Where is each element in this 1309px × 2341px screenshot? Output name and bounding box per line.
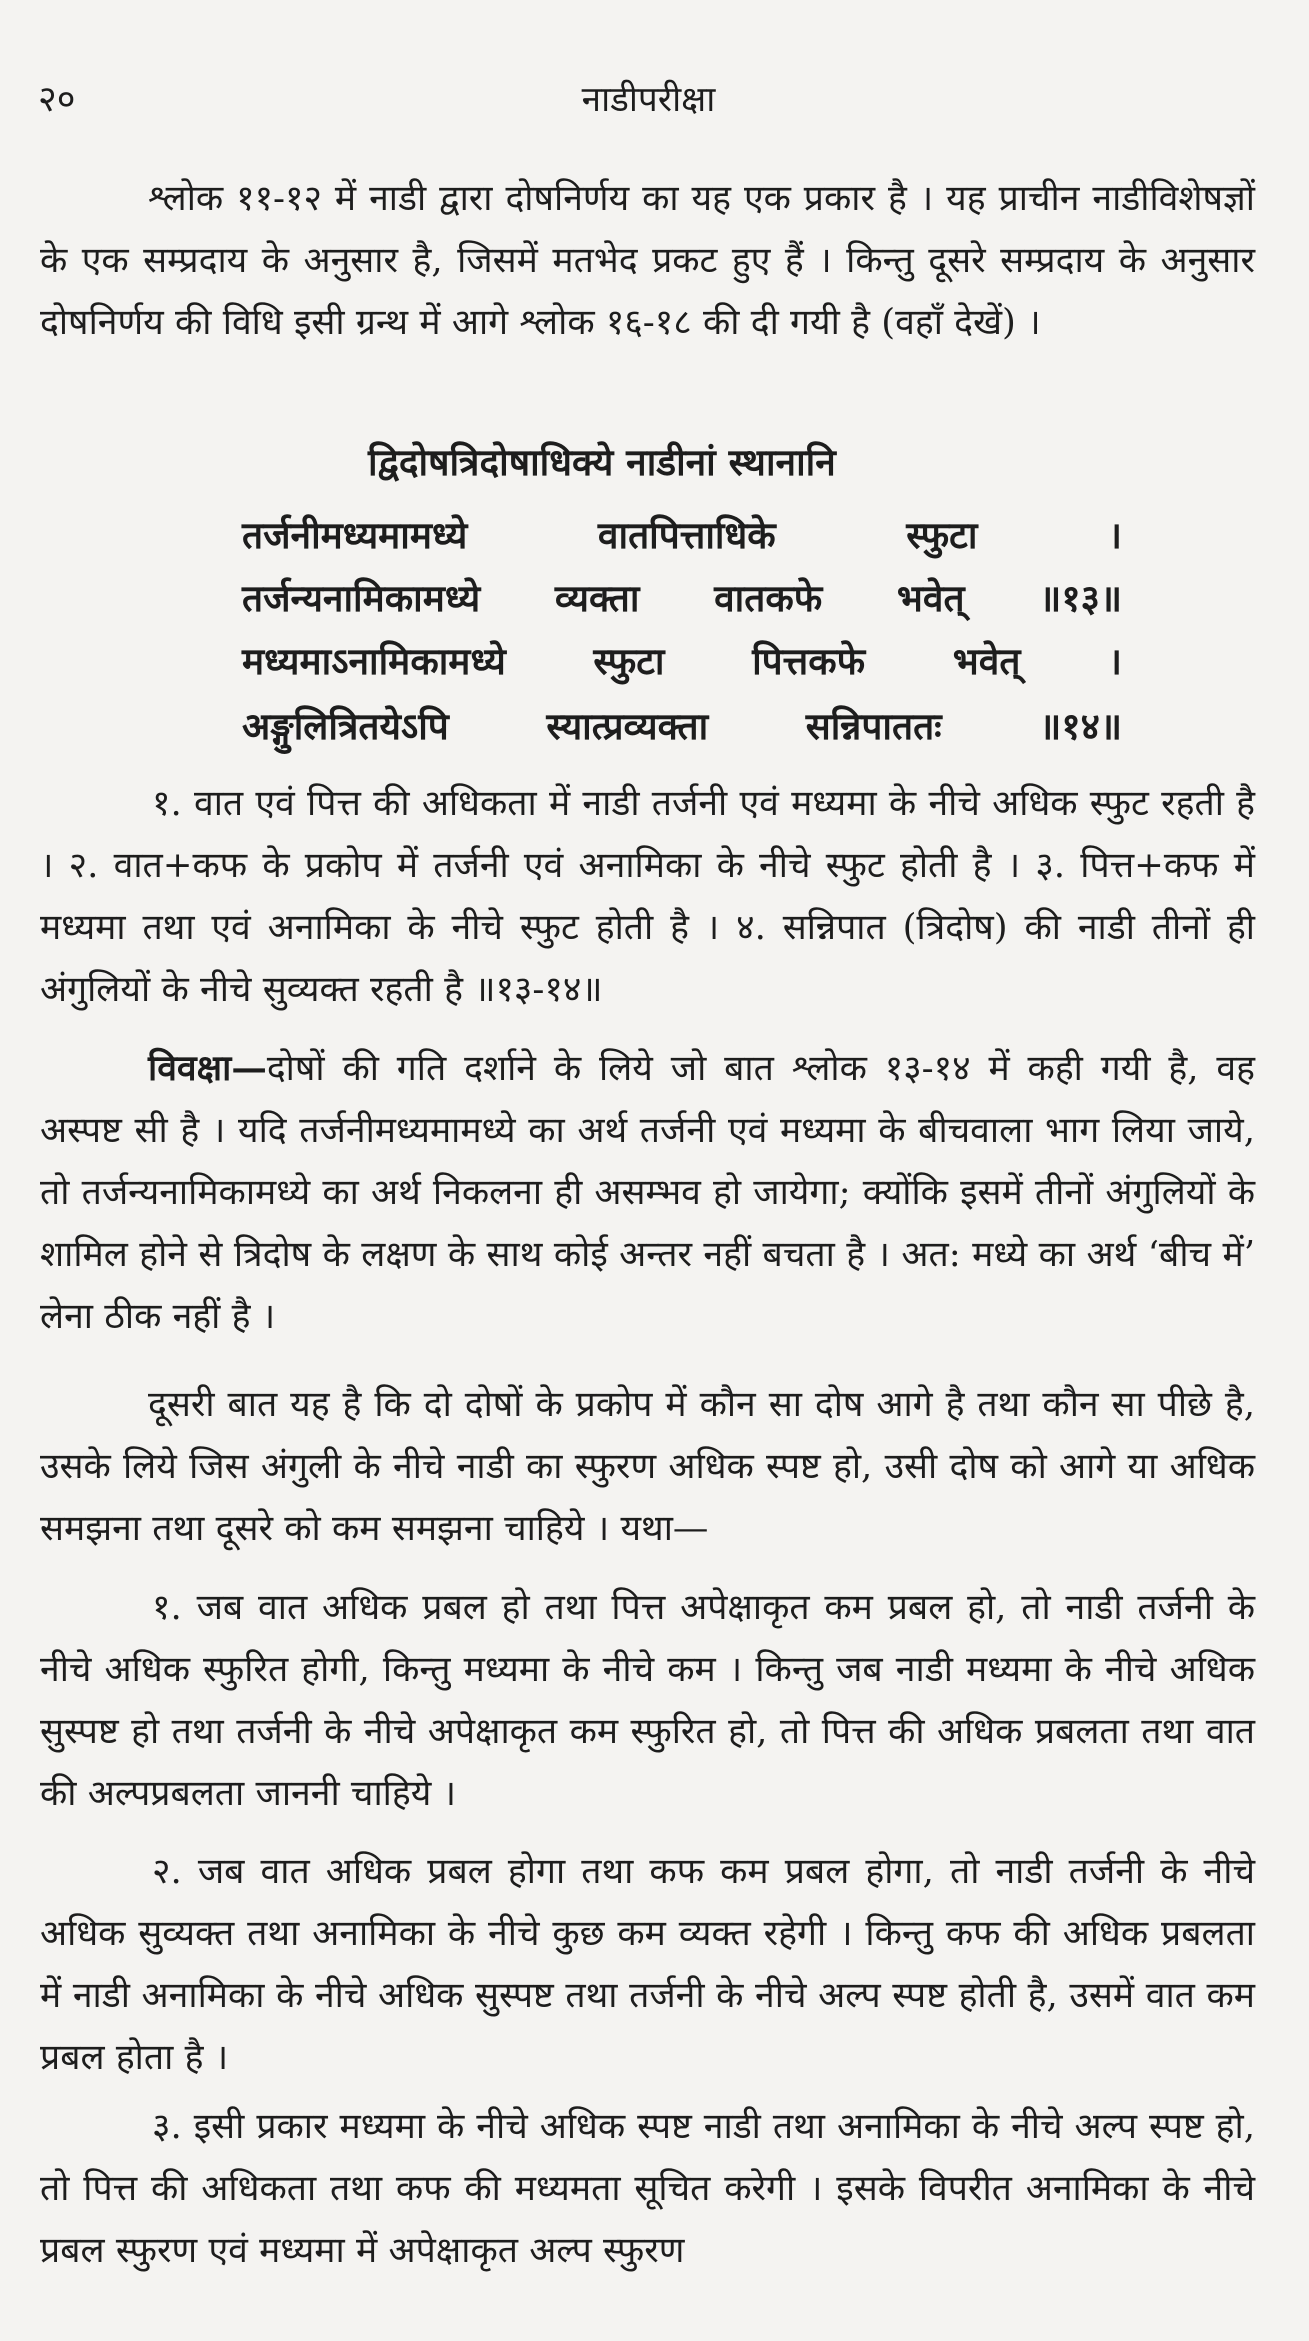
verse-line: अङ्गुलित्रितयेऽपि स्यात्प्रव्यक्ता सन्निपाततः ॥१४॥ <box>242 704 1122 748</box>
verse-heading: द्विदोषत्रिदोषाधिक्ये नाडीनां स्थानानि <box>368 440 836 484</box>
vivaksha-label: विवक्षा— <box>148 1048 267 1089</box>
running-title: नाडीपरीक्षा <box>581 80 716 120</box>
vivaksha-text: दोषों की गति दर्शाने के लिये जो बात श्लोक १३-१४ में कही गयी है, वह अस्पष्ट सी है । यदि तर्जनीमध्यमामध्ये का अर्थ तर्जनी एवं मध्यमा के बीचवाला भाग लिया जाये, तो तर्जन्यनामिकामध्ये का अर्थ निकलना ही असम्भव हो जायेगा; क्योंकि इसमें तीनों अंगुलियों के शामिल होने से त्रिदोष के लक्षण के साथ कोई अन्तर नहीं बचता है । अत: मध्ये का अर्थ ‘बीच में’ लेना ठीक नहीं है । <box>40 1048 1255 1337</box>
second-point-paragraph: दूसरी बात यह है कि दो दोषों के प्रकोप में कौन सा दोष आगे है तथा कौन सा पीछे है, उसके लिये जिस अंगुली के नीचे नाडी का स्फुरण अधिक स्पष्ट हो, उसी दोष को आगे या अधिक समझना तथा दूसरे को कम समझना चाहिये । यथा— <box>40 1384 1255 1549</box>
page-number: २० <box>38 79 76 120</box>
vivaksha-paragraph <box>40 1038 1255 1348</box>
numbered-point: ३. इसी प्रकार मध्यमा के नीचे अधिक स्पष्ट नाडी तथा अनामिका के नीचे अल्प स्पष्ट हो, तो पित्त की अधिकता तथा कफ की मध्यमता सूचित करेगी । इसके विपरीत अनामिका के नीचे प्रबल स्फुरण एवं मध्यमा में अपेक्षाकृत अल्प स्फुरण <box>40 2106 1255 2271</box>
numbered-point: २. जब वात अधिक प्रबल होगा तथा कफ कम प्रबल होगा, तो नाडी तर्जनी के नीचे अधिक सुव्यक्त तथा अनामिका के नीचे कुछ कम व्यक्त रहेगी । किन्तु कफ की अधिक प्रबलता में नाडी अनामिका के नीचे अधिक सुस्पष्ट तथा तर्जनी के नीचे अल्प स्पष्ट होती है, उसमें वात कम प्रबल होता है । <box>40 1851 1255 2078</box>
translation-paragraph: १. वात एवं पित्त की अधिकता में नाडी तर्जनी एवं मध्यमा के नीचे अधिक स्फुट रहती है । २. वात+कफ के प्रकोप में तर्जनी एवं अनामिका के नीचे स्फुट होती है । ३. पित्त+कफ में मध्यमा तथा एवं अनामिका के नीचे स्फुट होती है । ४. सन्निपात (त्रिदोष) की नाडी तीनों ही अंगुलियों के नीचे सुव्यक्त रहती है ॥१३-१४॥ <box>40 783 1255 1010</box>
verse-line: मध्यमाऽनामिकामध्ये स्फुटा पित्तकफे भवेत् । <box>242 639 1122 683</box>
verse-line: तर्जनीमध्यमामध्ये वातपित्ताधिके स्फुटा । <box>242 513 1122 557</box>
verse-line: तर्जन्यनामिकामध्ये व्यक्ता वातकफे भवेत् ॥१३॥ <box>242 576 1122 620</box>
intro-paragraph: श्लोक ११-१२ में नाडी द्वारा दोषनिर्णय का यह एक प्रकार है । यह प्राचीन नाडीविशेषज्ञों के एक सम्प्रदाय के अनुसार है, जिसमें मतभेद प्रकट हुए हैं । किन्तु दूसरे सम्प्रदाय के अनुसार दोषनिर्णय की विधि इसी ग्रन्थ में आगे श्लोक १६-१८ की दी गयी है (वहाँ देखें) । <box>40 178 1255 343</box>
numbered-point: १. जब वात अधिक प्रबल हो तथा पित्त अपेक्षाकृत कम प्रबल हो, तो नाडी तर्जनी के नीचे अधिक स्फुरित होगी, किन्तु मध्यमा के नीचे कम । किन्तु जब नाडी मध्यमा के नीचे अधिक सुस्पष्ट हो तथा तर्जनी के नीचे अपेक्षाकृत कम स्फुरित हो, तो पित्त की अधिक प्रबलता तथा वात की अल्पप्रबलता जाननी चाहिये । <box>40 1587 1255 1814</box>
page-header <box>38 78 1259 128</box>
